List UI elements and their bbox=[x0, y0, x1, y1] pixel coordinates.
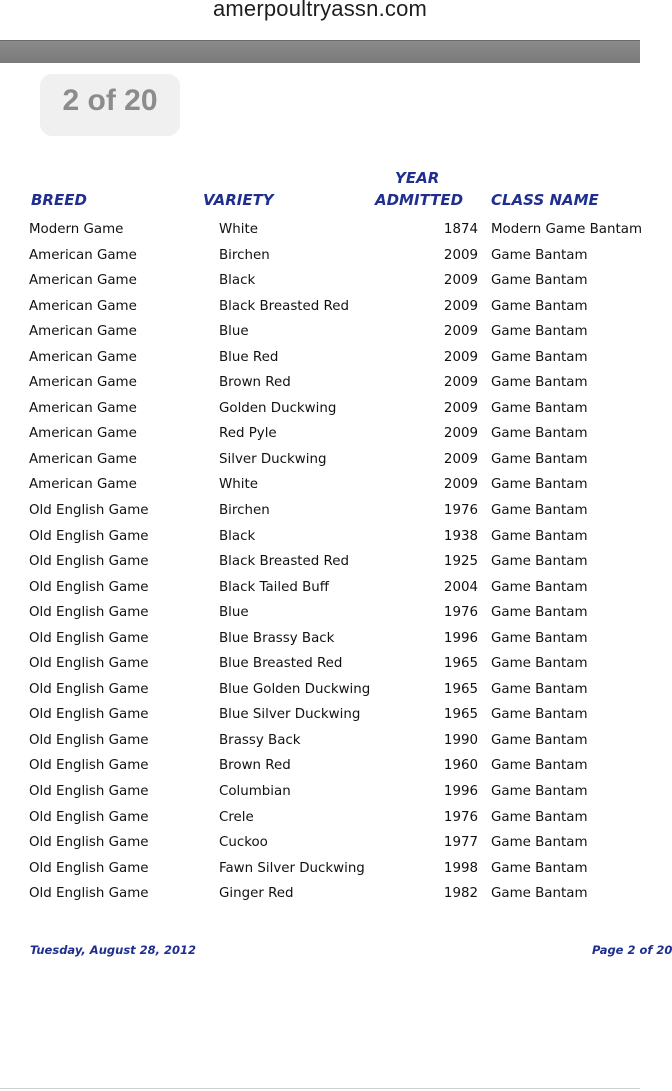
table-row bbox=[0, 347, 640, 373]
page-indicator bbox=[40, 74, 180, 136]
cell-variety: Blue Silver Duckwing bbox=[219, 707, 361, 723]
header-breed: BREED bbox=[31, 191, 87, 209]
cell-variety: Fawn Silver Duckwing bbox=[219, 860, 365, 876]
cell-variety: Crele bbox=[219, 809, 254, 825]
table-row bbox=[0, 679, 640, 705]
cell-breed: American Game bbox=[29, 247, 137, 263]
cell-breed: American Game bbox=[29, 477, 137, 493]
table-row bbox=[0, 270, 640, 296]
cell-year-admitted: 2009 bbox=[443, 426, 478, 442]
cell-year-admitted: 1976 bbox=[443, 503, 478, 519]
cell-breed: Old English Game bbox=[29, 681, 149, 697]
table-row bbox=[0, 372, 640, 398]
cell-breed: American Game bbox=[29, 375, 137, 391]
table-row bbox=[0, 883, 640, 909]
cell-year-admitted: 2009 bbox=[443, 247, 478, 263]
table-row bbox=[0, 219, 640, 245]
cell-class-name: Game Bantam bbox=[491, 324, 588, 340]
cell-class-name: Game Bantam bbox=[491, 860, 588, 876]
cell-class-name: Game Bantam bbox=[491, 349, 588, 365]
cell-year-admitted: 1998 bbox=[443, 860, 478, 876]
cell-year-admitted: 1938 bbox=[443, 528, 478, 544]
cell-year-admitted: 2009 bbox=[443, 273, 478, 289]
header-year-line2: ADMITTED bbox=[375, 191, 464, 209]
cell-breed: Old English Game bbox=[29, 860, 149, 876]
cell-breed: Old English Game bbox=[29, 758, 149, 774]
cell-year-admitted: 1982 bbox=[443, 886, 478, 902]
cell-breed: Old English Game bbox=[29, 630, 149, 646]
cell-breed: Old English Game bbox=[29, 503, 149, 519]
cell-variety: Birchen bbox=[219, 503, 270, 519]
cell-year-admitted: 1990 bbox=[443, 732, 478, 748]
table-row bbox=[0, 500, 640, 526]
cell-year-admitted: 1996 bbox=[443, 630, 478, 646]
cell-variety: Black bbox=[219, 273, 256, 289]
cell-variety: Blue Breasted Red bbox=[219, 656, 343, 672]
table-row bbox=[0, 730, 640, 756]
cell-year-admitted: 1996 bbox=[443, 784, 478, 800]
cell-breed: American Game bbox=[29, 298, 137, 314]
cell-class-name: Game Bantam bbox=[491, 273, 588, 289]
footer-date: Tuesday, August 28, 2012 bbox=[30, 943, 197, 957]
cell-class-name: Game Bantam bbox=[491, 758, 588, 774]
cell-class-name: Game Bantam bbox=[491, 298, 588, 314]
cell-breed: American Game bbox=[29, 273, 137, 289]
table-row bbox=[0, 781, 640, 807]
table-row bbox=[0, 832, 640, 858]
cell-class-name: Game Bantam bbox=[491, 400, 588, 416]
header-class-name: CLASS NAME bbox=[491, 191, 599, 209]
cell-breed: American Game bbox=[29, 349, 137, 365]
table-row bbox=[0, 551, 640, 577]
cell-class-name: Game Bantam bbox=[491, 451, 588, 467]
cell-variety: Ginger Red bbox=[219, 886, 294, 902]
cell-variety: White bbox=[219, 222, 258, 237]
cell-class-name: Game Bantam bbox=[491, 809, 588, 825]
table-row bbox=[0, 602, 640, 628]
cell-class-name: Game Bantam bbox=[491, 554, 588, 570]
table-row bbox=[0, 449, 640, 475]
cell-year-admitted: 2009 bbox=[443, 324, 478, 340]
table-row bbox=[0, 628, 640, 654]
table-row bbox=[0, 526, 640, 552]
cell-variety: Blue Brassy Back bbox=[219, 630, 335, 646]
cell-breed: Old English Game bbox=[29, 656, 149, 672]
cell-class-name: Modern Game Bantam bbox=[491, 222, 642, 237]
table-row bbox=[0, 423, 640, 449]
cell-breed: Old English Game bbox=[29, 554, 149, 570]
cell-breed: American Game bbox=[29, 426, 137, 442]
cell-year-admitted: 1977 bbox=[443, 835, 478, 851]
cell-year-admitted: 2004 bbox=[443, 579, 478, 595]
cell-breed: Old English Game bbox=[29, 605, 149, 621]
cell-class-name: Game Bantam bbox=[491, 707, 588, 723]
cell-breed: Old English Game bbox=[29, 528, 149, 544]
cell-year-admitted: 1874 bbox=[443, 222, 478, 237]
header-year-line1: YEAR bbox=[395, 169, 440, 187]
table-row bbox=[0, 321, 640, 347]
cell-variety: Blue bbox=[219, 605, 249, 621]
cell-class-name: Game Bantam bbox=[491, 579, 588, 595]
cell-breed: Modern Game bbox=[29, 222, 124, 237]
cell-breed: Old English Game bbox=[29, 809, 149, 825]
table-row bbox=[0, 474, 640, 500]
cell-class-name: Game Bantam bbox=[491, 835, 588, 851]
footer-page-number: Page 2 of 20 bbox=[592, 943, 672, 957]
cell-variety: Black Breasted Red bbox=[219, 298, 349, 314]
cell-breed: American Game bbox=[29, 451, 137, 467]
cell-year-admitted: 2009 bbox=[443, 349, 478, 365]
cell-class-name: Game Bantam bbox=[491, 375, 588, 391]
cell-variety: Red Pyle bbox=[219, 426, 277, 442]
table-row bbox=[0, 653, 640, 679]
cell-variety: Silver Duckwing bbox=[219, 451, 327, 467]
table-row bbox=[0, 807, 640, 833]
cell-variety: Blue bbox=[219, 324, 249, 340]
table-row bbox=[0, 398, 640, 424]
cell-breed: American Game bbox=[29, 400, 137, 416]
cell-year-admitted: 2009 bbox=[443, 451, 478, 467]
pdf-toolbar-band bbox=[0, 40, 640, 63]
page-divider bbox=[0, 1088, 640, 1089]
table-row bbox=[0, 755, 640, 781]
cell-breed: Old English Game bbox=[29, 707, 149, 723]
browser-address-bar[interactable] bbox=[0, 0, 640, 40]
cell-breed: Old English Game bbox=[29, 579, 149, 595]
cell-class-name: Game Bantam bbox=[491, 426, 588, 442]
cell-variety: Black Breasted Red bbox=[219, 554, 349, 570]
cell-year-admitted: 1965 bbox=[443, 707, 478, 723]
cell-class-name: Game Bantam bbox=[491, 605, 588, 621]
cell-year-admitted: 1925 bbox=[443, 554, 478, 570]
cell-year-admitted: 1976 bbox=[443, 809, 478, 825]
cell-breed: Old English Game bbox=[29, 784, 149, 800]
table-row bbox=[0, 245, 640, 271]
cell-year-admitted: 1965 bbox=[443, 681, 478, 697]
cell-variety: Brown Red bbox=[219, 375, 291, 391]
breed-table bbox=[0, 219, 640, 909]
cell-year-admitted: 2009 bbox=[443, 375, 478, 391]
cell-class-name: Game Bantam bbox=[491, 732, 588, 748]
cell-class-name: Game Bantam bbox=[491, 681, 588, 697]
cell-class-name: Game Bantam bbox=[491, 784, 588, 800]
cell-variety: Brown Red bbox=[219, 758, 291, 774]
cell-class-name: Game Bantam bbox=[491, 477, 588, 493]
cell-year-admitted: 1976 bbox=[443, 605, 478, 621]
cell-class-name: Game Bantam bbox=[491, 630, 588, 646]
cell-class-name: Game Bantam bbox=[491, 656, 588, 672]
cell-variety: Black Tailed Buff bbox=[219, 579, 329, 595]
cell-variety: Columbian bbox=[219, 784, 291, 800]
cell-breed: Old English Game bbox=[29, 732, 149, 748]
cell-variety: Blue Red bbox=[219, 349, 279, 365]
cell-year-admitted: 2009 bbox=[443, 298, 478, 314]
cell-variety: Birchen bbox=[219, 247, 270, 263]
page-indicator-label: 2 of 20 bbox=[62, 84, 158, 117]
cell-breed: Old English Game bbox=[29, 835, 149, 851]
cell-class-name: Game Bantam bbox=[491, 247, 588, 263]
cell-variety: Golden Duckwing bbox=[219, 400, 337, 416]
cell-variety: Brassy Back bbox=[219, 732, 301, 748]
cell-class-name: Game Bantam bbox=[491, 528, 588, 544]
cell-variety: Blue Golden Duckwing bbox=[219, 681, 371, 697]
table-row bbox=[0, 577, 640, 603]
cell-year-admitted: 2009 bbox=[443, 400, 478, 416]
cell-variety: White bbox=[219, 477, 258, 493]
cell-year-admitted: 1965 bbox=[443, 656, 478, 672]
url-text[interactable]: amerpoultryassn.com bbox=[212, 0, 428, 21]
cell-breed: Old English Game bbox=[29, 886, 149, 902]
cell-variety: Cuckoo bbox=[219, 835, 268, 851]
table-row bbox=[0, 704, 640, 730]
header-variety: VARIETY bbox=[203, 191, 274, 209]
cell-year-admitted: 2009 bbox=[443, 477, 478, 493]
cell-variety: Black bbox=[219, 528, 256, 544]
cell-breed: American Game bbox=[29, 324, 137, 340]
table-row bbox=[0, 858, 640, 884]
cell-class-name: Game Bantam bbox=[491, 886, 588, 902]
table-row bbox=[0, 296, 640, 322]
cell-year-admitted: 1960 bbox=[443, 758, 478, 774]
cell-class-name: Game Bantam bbox=[491, 503, 588, 519]
